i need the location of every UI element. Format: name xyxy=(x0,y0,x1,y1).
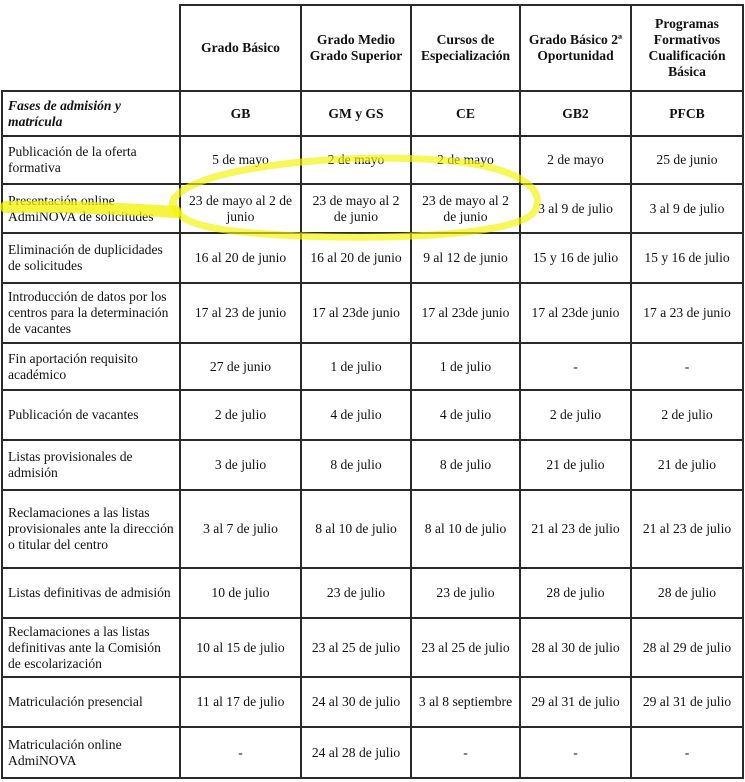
table-row xyxy=(2,618,743,677)
date-cell: 21 de julio xyxy=(631,440,743,490)
date-cell: 8 de julio xyxy=(301,440,411,490)
table-row xyxy=(2,283,743,343)
date-cell: 11 al 17 de julio xyxy=(180,677,301,727)
date-cell: 21 al 23 de julio xyxy=(520,490,631,568)
date-cell: 23 de julio xyxy=(411,568,520,618)
date-cell: 21 de julio xyxy=(520,440,631,490)
date-cell: 10 de julio xyxy=(180,568,301,618)
date-cell: 23 de mayo al 2 de junio xyxy=(411,184,520,233)
table-row xyxy=(2,440,743,490)
date-cell: 23 al 25 de julio xyxy=(411,618,520,677)
date-cell: - xyxy=(631,727,743,778)
phase-cell: Listas provisionales de admisión xyxy=(2,440,180,490)
date-cell: 2 de mayo xyxy=(411,136,520,184)
date-cell: - xyxy=(411,727,520,778)
abbreviation-row xyxy=(2,91,743,136)
date-cell: 24 al 30 de julio xyxy=(301,677,411,727)
date-cell: 23 de mayo al 2 de junio xyxy=(301,184,411,233)
date-cell: 23 de julio xyxy=(301,568,411,618)
phase-cell: Reclamaciones a las listas provisionales ante la dirección o titular del centro xyxy=(2,490,180,568)
date-cell: 17 al 23de junio xyxy=(520,283,631,343)
date-cell: 15 y 16 de julio xyxy=(520,233,631,283)
phase-cell: Matriculación online AdmiNOVA xyxy=(2,727,180,778)
column-header-abbr: PFCB xyxy=(631,91,743,136)
blank-corner-cell xyxy=(2,5,180,91)
date-cell: 8 al 10 de julio xyxy=(301,490,411,568)
header-row xyxy=(2,5,743,91)
date-cell: 3 al 8 septiembre xyxy=(411,677,520,727)
column-header-name: Cursos de Especialización xyxy=(411,5,520,91)
date-cell: 4 de julio xyxy=(301,390,411,440)
date-cell: 8 al 10 de julio xyxy=(411,490,520,568)
date-cell: 3 al 9 de julio xyxy=(631,184,743,233)
date-cell: 25 de junio xyxy=(631,136,743,184)
phase-column-header: Fases de admisión y matrícula xyxy=(2,91,180,136)
phase-cell: Fin aportación requisito académico xyxy=(2,343,180,390)
phase-cell: Reclamaciones a las listas definitivas ante la Comisión de escolarización xyxy=(2,618,180,677)
column-header-name: Grado Medio Grado Superior xyxy=(301,5,411,91)
date-cell: 5 de mayo xyxy=(180,136,301,184)
table-row xyxy=(2,184,743,233)
date-cell: 3 al 7 de julio xyxy=(180,490,301,568)
column-header-name: Programas Formativos Cualificación Básica xyxy=(631,5,743,91)
date-cell: - xyxy=(520,343,631,390)
column-header-name: Grado Básico 2ª Oportunidad xyxy=(520,5,631,91)
date-cell: 27 de junio xyxy=(180,343,301,390)
date-cell: 21 al 23 de julio xyxy=(631,490,743,568)
admission-calendar-table xyxy=(1,4,744,779)
date-cell: - xyxy=(520,727,631,778)
date-cell: 1 de julio xyxy=(301,343,411,390)
table-body xyxy=(2,136,743,778)
date-cell: 23 al 25 de julio xyxy=(301,618,411,677)
date-cell: 3 de julio xyxy=(180,440,301,490)
date-cell: 29 al 31 de julio xyxy=(520,677,631,727)
date-cell: 17 al 23de junio xyxy=(301,283,411,343)
date-cell: 2 de julio xyxy=(631,390,743,440)
date-cell: 9 al 12 de junio xyxy=(411,233,520,283)
phase-cell: Listas definitivas de admisión xyxy=(2,568,180,618)
table-row xyxy=(2,136,743,184)
date-cell: 28 de julio xyxy=(520,568,631,618)
date-cell: 2 de julio xyxy=(520,390,631,440)
column-header-abbr: GB2 xyxy=(520,91,631,136)
date-cell: 16 al 20 de junio xyxy=(301,233,411,283)
table-row xyxy=(2,233,743,283)
date-cell: - xyxy=(631,343,743,390)
date-cell: 2 de julio xyxy=(180,390,301,440)
table-row xyxy=(2,677,743,727)
date-cell: 17 al 23de junio xyxy=(411,283,520,343)
column-header-abbr: CE xyxy=(411,91,520,136)
column-header-abbr: GM y GS xyxy=(301,91,411,136)
table-row xyxy=(2,568,743,618)
table-row xyxy=(2,390,743,440)
date-cell: 8 de julio xyxy=(411,440,520,490)
date-cell: 28 al 30 de julio xyxy=(520,618,631,677)
date-cell: 4 de julio xyxy=(411,390,520,440)
date-cell: 28 al 29 de julio xyxy=(631,618,743,677)
column-header-abbr: GB xyxy=(180,91,301,136)
date-cell: 3 al 9 de julio xyxy=(520,184,631,233)
date-cell: 17 al 23 de junio xyxy=(180,283,301,343)
table-row xyxy=(2,490,743,568)
date-cell: 16 al 20 de junio xyxy=(180,233,301,283)
phase-cell: Matriculación presencial xyxy=(2,677,180,727)
table-row xyxy=(2,727,743,778)
phase-cell: Introducción de datos por los centros para la determinación de vacantes xyxy=(2,283,180,343)
date-cell: 15 y 16 de julio xyxy=(631,233,743,283)
phase-cell: Presentación online AdmiNOVA de solicitudes xyxy=(2,184,180,233)
date-cell: 17 a 23 de junio xyxy=(631,283,743,343)
date-cell: 1 de julio xyxy=(411,343,520,390)
table-row xyxy=(2,343,743,390)
phase-cell: Eliminación de duplicidades de solicitudes xyxy=(2,233,180,283)
phase-cell: Publicación de la oferta formativa xyxy=(2,136,180,184)
date-cell: 2 de mayo xyxy=(301,136,411,184)
column-header-name: Grado Básico xyxy=(180,5,301,91)
date-cell: 29 al 31 de julio xyxy=(631,677,743,727)
date-cell: 2 de mayo xyxy=(520,136,631,184)
phase-cell: Publicación de vacantes xyxy=(2,390,180,440)
date-cell: 28 de julio xyxy=(631,568,743,618)
date-cell: 10 al 15 de julio xyxy=(180,618,301,677)
date-cell: 23 de mayo al 2 de junio xyxy=(180,184,301,233)
date-cell: 24 al 28 de julio xyxy=(301,727,411,778)
date-cell: - xyxy=(180,727,301,778)
